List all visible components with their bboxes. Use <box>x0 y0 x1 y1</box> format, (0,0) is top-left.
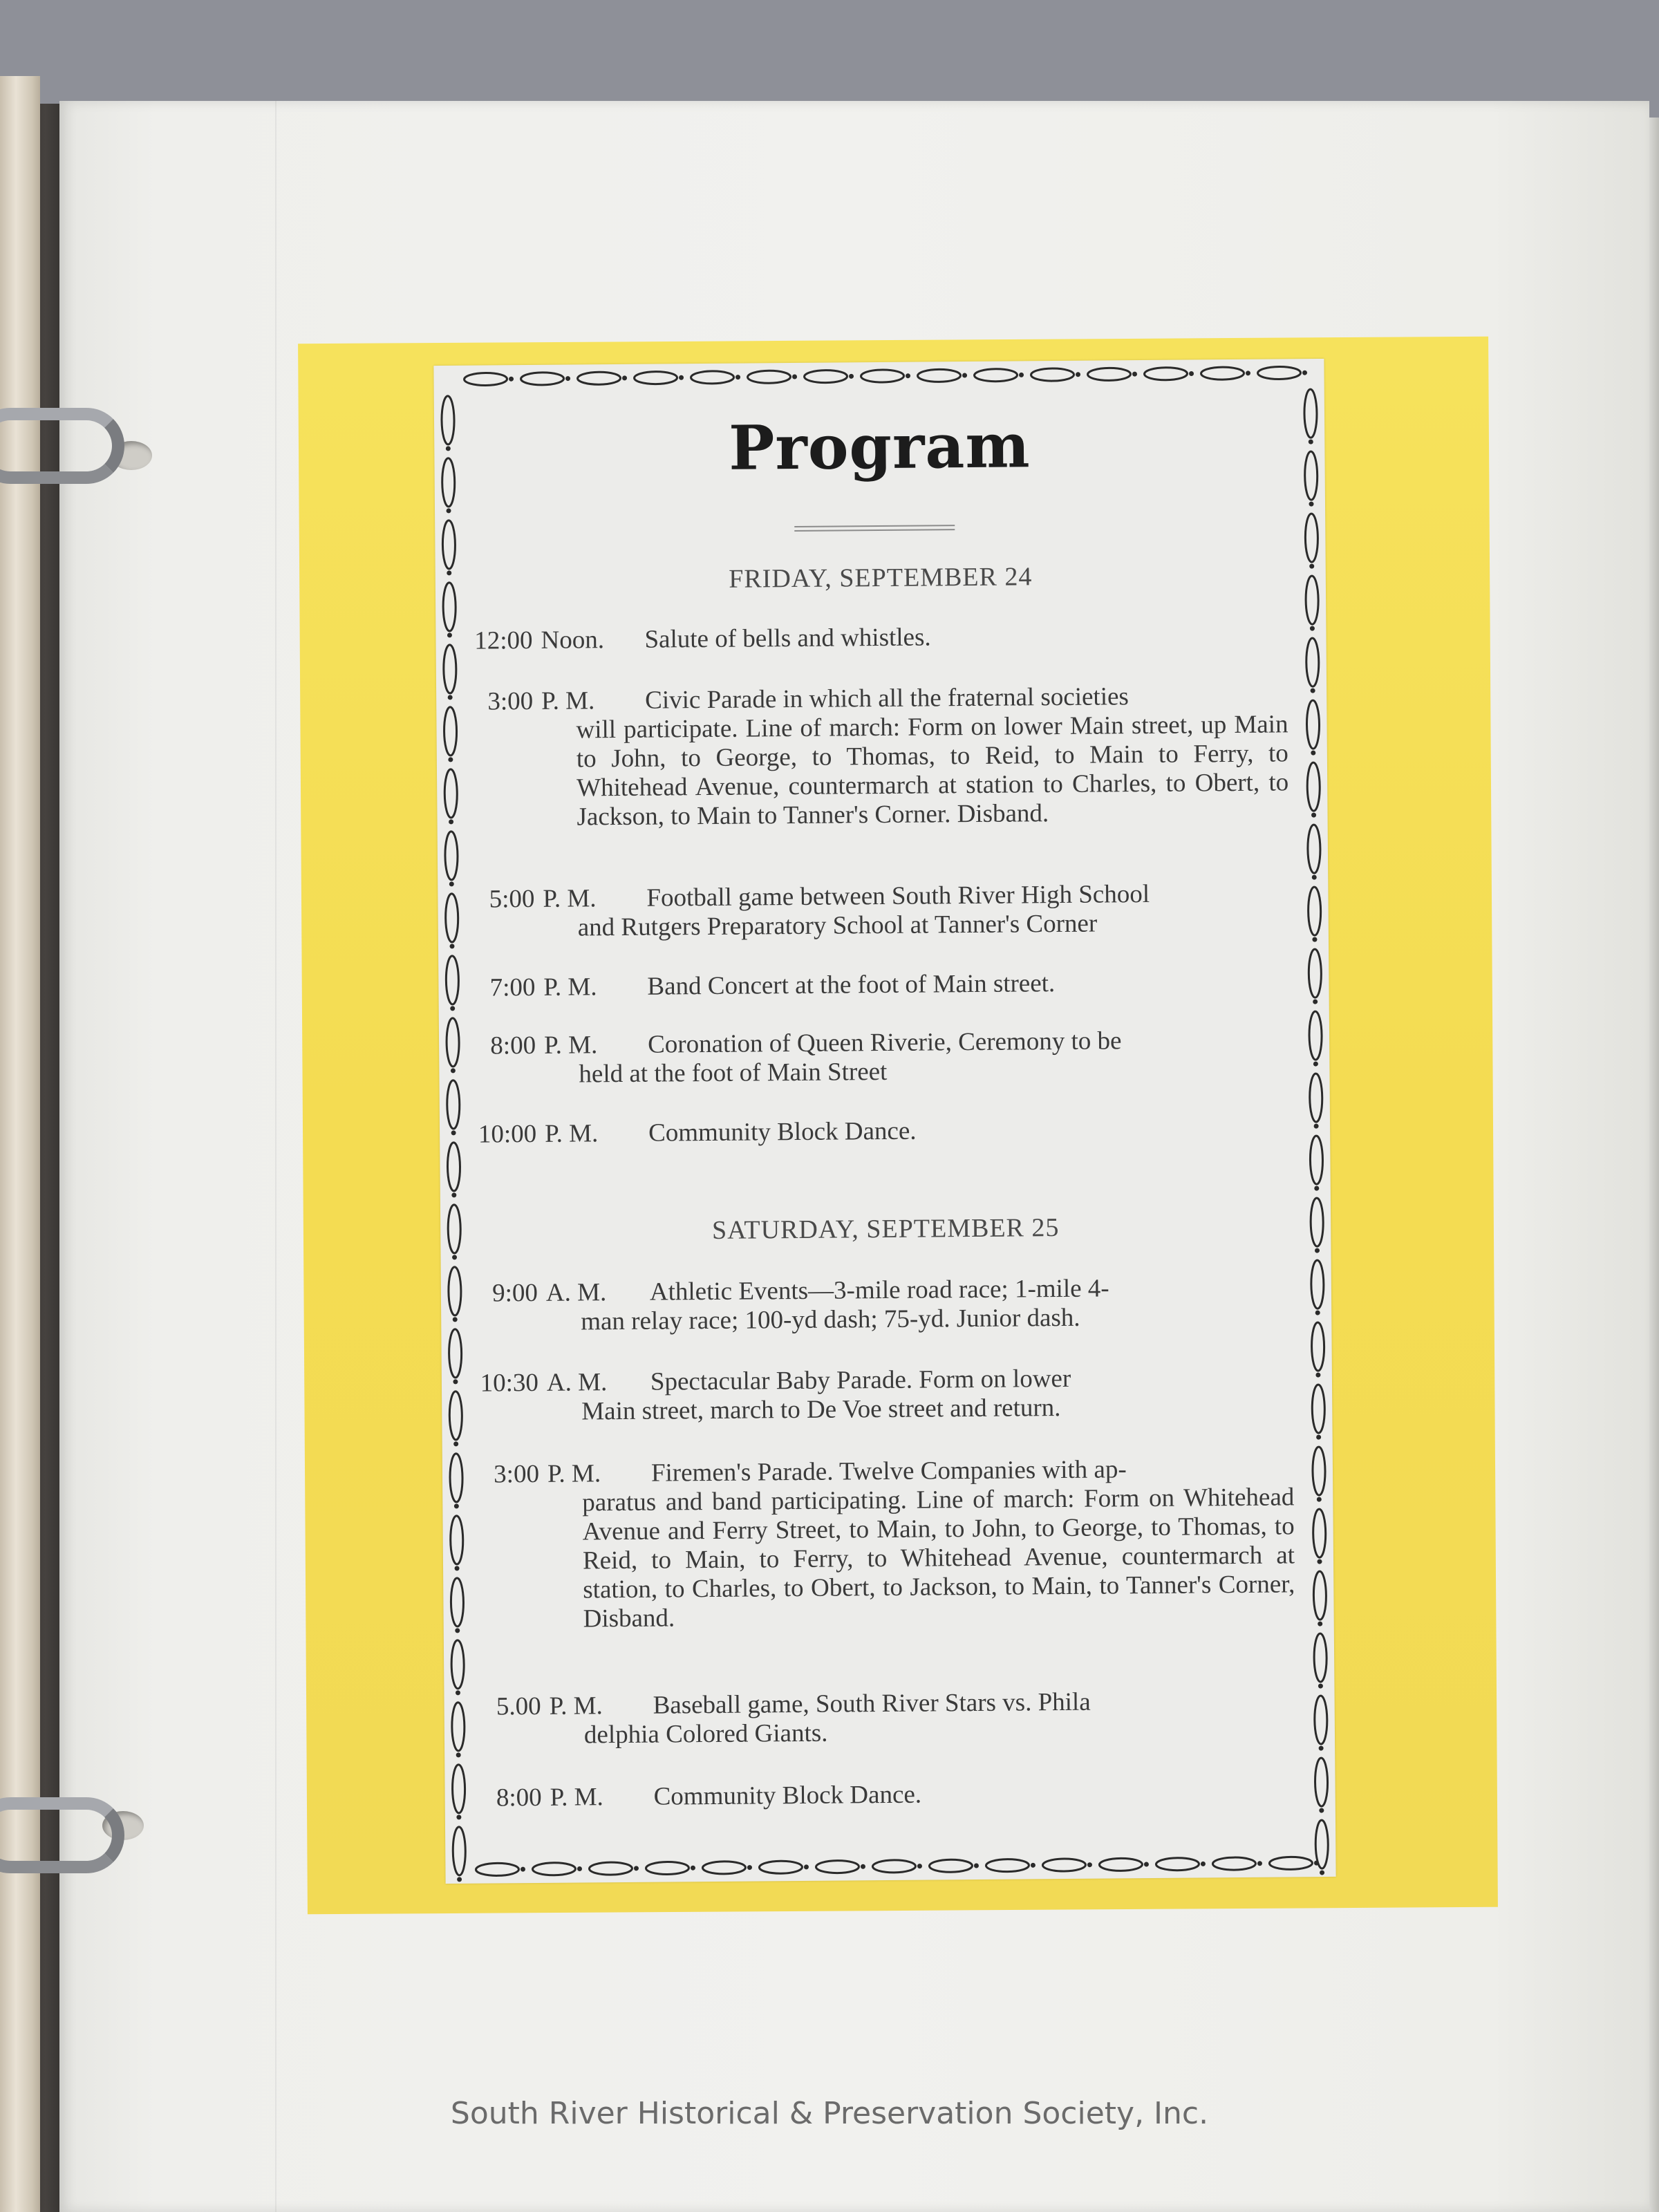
border-chain-link <box>759 1861 809 1874</box>
event-entry <box>461 1025 1291 1089</box>
border-chain-link <box>451 1578 464 1633</box>
event-period: P. M. <box>543 1031 598 1060</box>
border-chain-link <box>1156 1857 1206 1871</box>
event-description-continued: man relay race; 100-yd dash; 75-yd. Junior dash. <box>581 1303 1080 1336</box>
border-chain-link <box>444 707 457 762</box>
event-time: 8:00 <box>496 1783 542 1812</box>
event-period: P. M. <box>550 1783 603 1812</box>
page-right-edge <box>1649 118 1659 2212</box>
border-chain-link <box>804 370 854 383</box>
event-time: 8:00 <box>490 1031 536 1060</box>
event-description: Spectacular Baby Parade. Form on lower <box>650 1364 1071 1396</box>
border-chain-link <box>1306 700 1320 756</box>
event-description-continued: will participate. Line of march: Form on lower Main street, up Main to John, to George, to Thomas, to Reid, to Main to Ferry, to Whitehead Avenue, countermarch at station to Charles, to Obert, to Jackson, to Main to Tanner's Corner. Disband. <box>576 710 1289 832</box>
border-chain-link <box>1308 825 1321 880</box>
event-time: 5:00 <box>489 884 535 914</box>
program-clipping <box>433 359 1335 1884</box>
event-time: 9:00 <box>491 1278 538 1308</box>
border-chain-link <box>532 1862 582 1875</box>
event-description-continued: and Rutgers Preparatory School at Tanner's Corner <box>577 909 1098 942</box>
border-chain-link <box>446 956 459 1011</box>
event-description: Community Block Dance. <box>648 1116 917 1147</box>
border-chain-link <box>452 1703 465 1758</box>
border-chain-link <box>444 645 457 700</box>
program-title: Program <box>728 409 1031 484</box>
event-period: P. M. <box>544 1119 599 1148</box>
event-period: P. M. <box>543 973 597 1002</box>
event-time: 10:00 <box>478 1119 537 1149</box>
binder-ring-bottom <box>0 1797 124 1873</box>
event-description: Band Concert at the foot of Main street. <box>647 969 1056 1001</box>
border-chain-link <box>986 1859 1035 1872</box>
border-chain-link <box>449 1329 462 1385</box>
border-chain-link <box>872 1860 922 1873</box>
border-chain-link <box>861 370 910 383</box>
binder-ring-top <box>0 408 124 484</box>
border-chain-link <box>445 894 458 949</box>
event-period: P. M. <box>549 1691 603 1721</box>
border-chain-link <box>1269 1857 1319 1870</box>
event-time: 3:00 <box>494 1459 540 1489</box>
border-chain-link <box>450 1454 463 1509</box>
border-chain-link <box>1309 1074 1322 1129</box>
border-chain-link <box>917 369 967 382</box>
event-description-continued: Main street, march to De Voe street and return. <box>581 1394 1061 1426</box>
border-chain-link <box>447 1080 460 1136</box>
event-description-continued: paratus and band participating. Line of march: Form on Whitehead Avenue and Ferry Street, to Main, to John, to George, to Thomas, to Reid, to Main, to Ferry, to Whitehead Avenue, countermarch at station, to Charles, to Obert, to Jackson, to Main, to Tanner's Corner, Disband. <box>582 1483 1295 1633</box>
border-chain-link <box>476 1863 525 1876</box>
border-chain-link <box>445 832 458 887</box>
border-chain-link <box>1306 638 1320 693</box>
border-chain-link <box>1311 1322 1324 1378</box>
border-chain-link <box>1144 367 1194 380</box>
border-chain-link <box>449 1267 462 1322</box>
event-time: 7:00 <box>489 973 536 1002</box>
event-entry <box>465 1454 1295 1634</box>
event-entry <box>463 1273 1293 1337</box>
event-description: Civic Parade in which all the fraternal societies <box>645 682 1130 715</box>
event-description: Football game between South River High School <box>646 879 1150 912</box>
border-chain-link <box>577 372 627 385</box>
border-chain-link <box>646 1862 695 1875</box>
border-chain-link <box>449 1391 462 1447</box>
border-chain-link <box>1315 1696 1328 1751</box>
border-chain-link <box>444 769 458 825</box>
border-chain-link <box>691 371 740 384</box>
border-chain-link <box>634 371 684 384</box>
border-chain-link <box>1257 366 1307 379</box>
border-chain-link <box>452 1765 465 1820</box>
event-time: 10:30 <box>480 1368 539 1398</box>
border-chain-link <box>521 373 570 386</box>
event-entry <box>460 879 1290 943</box>
event-time: 5.00 <box>496 1691 541 1721</box>
border-chain-link <box>1087 368 1137 381</box>
border-chain-link <box>589 1862 639 1875</box>
border-chain-link <box>702 1862 752 1875</box>
border-chain-link <box>1212 1857 1262 1871</box>
border-chain-link <box>1315 1820 1329 1875</box>
event-time: 3:00 <box>487 686 534 716</box>
footer-credit: South River Historical & Preservation Society, Inc. <box>450 2096 1209 2131</box>
event-description: Baseball game, South River Stars vs. Phila <box>653 1687 1091 1720</box>
border-chain-link <box>1031 368 1080 382</box>
event-period: A. M. <box>545 1278 607 1307</box>
border-chain-link <box>1311 1260 1324 1315</box>
border-chain-link <box>1201 367 1250 380</box>
border-chain-link <box>1310 1136 1323 1191</box>
border-chain-link <box>1313 1509 1326 1564</box>
border-chain-link <box>1307 762 1320 818</box>
day-heading-saturday: SATURDAY, SEPTEMBER 25 <box>711 1213 1060 1245</box>
border-chain-link <box>1309 949 1322 1004</box>
border-chain-link <box>1042 1859 1092 1872</box>
border-chain-link <box>1312 1385 1325 1440</box>
event-description-continued: held at the foot of Main Street <box>579 1057 888 1089</box>
border-chain-link <box>1099 1858 1149 1871</box>
border-chain-link <box>450 1516 463 1571</box>
event-entry <box>466 1686 1296 1750</box>
event-description: Salute of bells and whistles. <box>644 623 931 654</box>
border-chain-link <box>447 1143 460 1198</box>
border-chain-link <box>453 1827 466 1882</box>
event-description-continued: delphia Colored Giants. <box>583 1718 828 1750</box>
event-period: P. M. <box>541 686 595 715</box>
border-chain-link <box>1308 887 1321 942</box>
border-chain-link <box>747 371 797 384</box>
event-description: Athletic Events—3-mile road race; 1-mile 4- <box>649 1274 1109 1306</box>
border-chain-link <box>464 373 514 386</box>
event-description: Firemen's Parade. Twelve Companies with ap- <box>650 1455 1127 1488</box>
border-chain-link <box>451 1640 465 1696</box>
event-period: P. M. <box>547 1459 601 1488</box>
event-period: Noon. <box>541 626 605 655</box>
border-chain-link <box>929 1859 979 1873</box>
event-time: 12:00 <box>474 626 533 655</box>
border-chain-link <box>1314 1633 1327 1689</box>
border-chain-link <box>447 1018 460 1074</box>
event-entry <box>464 1362 1294 1427</box>
day-heading-friday: FRIDAY, SEPTEMBER 24 <box>729 562 1033 594</box>
border-chain-link <box>1313 1447 1326 1502</box>
border-chain-link <box>816 1860 865 1873</box>
event-period: A. M. <box>546 1368 608 1397</box>
page-fold-line <box>275 101 276 2212</box>
event-description: Coronation of Queen Riverie, Ceremony to be <box>647 1027 1122 1059</box>
border-chain-link <box>1309 1011 1322 1067</box>
event-entry <box>458 681 1289 832</box>
page-stack-edge <box>0 76 40 2212</box>
border-chain-link <box>1313 1571 1327 1627</box>
event-description: Community Block Dance. <box>653 1780 922 1811</box>
border-chain-link <box>974 368 1024 382</box>
border-chain-link <box>1315 1758 1328 1813</box>
event-period: P. M. <box>543 884 597 913</box>
